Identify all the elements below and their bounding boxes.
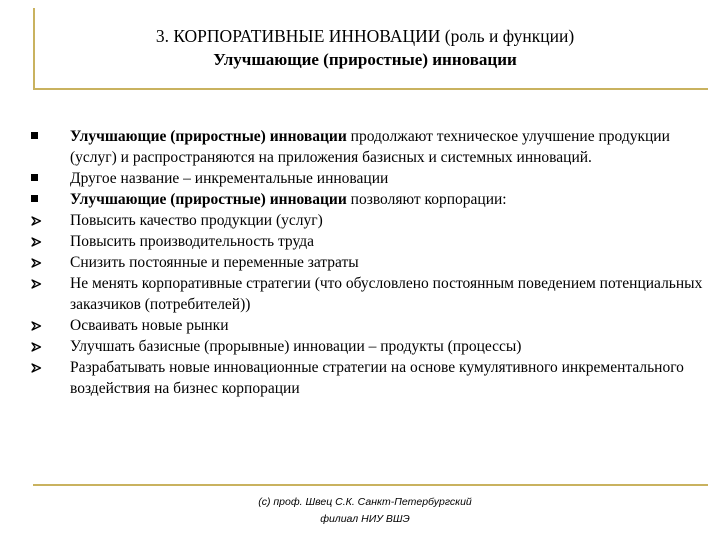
square-bullet-icon bbox=[30, 189, 46, 210]
bullet-text: позволяют корпорации: bbox=[346, 191, 507, 208]
bullet-item bbox=[30, 357, 710, 399]
footer-divider bbox=[33, 484, 708, 486]
footer-line-1: (с) проф. Швец С.К. Санкт-Петербургский bbox=[258, 496, 472, 508]
decor-vertical-line bbox=[33, 8, 35, 90]
bullet-list bbox=[30, 126, 710, 399]
title-line-1: 3. КОРПОРАТИВНЫЕ ИННОВАЦИИ (роль и функции) bbox=[155, 26, 575, 46]
title-line-2: Улучшающие (приростные) инновации bbox=[213, 50, 517, 69]
bullet-text: Разрабатывать новые инновационные стратегии на основе кумулятивного инкрементального воздействия на бизнес корпорации bbox=[70, 359, 684, 397]
bullet-item bbox=[30, 168, 710, 189]
square-bullet-icon bbox=[30, 126, 46, 147]
bullet-item bbox=[30, 252, 710, 273]
arrow-bullet-icon bbox=[30, 315, 46, 336]
bullet-bold-text: Улучшающие (приростные) инновации bbox=[70, 128, 347, 145]
arrow-bullet-icon bbox=[30, 210, 46, 231]
bullet-item bbox=[30, 273, 710, 315]
bullet-item bbox=[30, 231, 710, 252]
slide-title bbox=[40, 24, 690, 72]
bullet-item bbox=[30, 126, 710, 168]
bullet-text: Повысить производительность труда bbox=[70, 233, 315, 250]
bullet-bold-text: Улучшающие (приростные) инновации bbox=[70, 191, 347, 208]
arrow-bullet-icon bbox=[30, 336, 46, 357]
bullet-item bbox=[30, 189, 710, 210]
title-divider bbox=[33, 88, 708, 90]
bullet-text: Осваивать новые рынки bbox=[70, 317, 229, 334]
bullet-item bbox=[30, 336, 710, 357]
bullet-item bbox=[30, 210, 710, 231]
bullet-text: продолжают техническое улучшение продукции (услуг) и распространяются на приложения базисных и системных инноваций. bbox=[70, 128, 670, 166]
footer-credit bbox=[200, 494, 530, 528]
bullet-text: Улучшать базисные (прорывные) инновации – продукты (процессы) bbox=[70, 338, 522, 355]
arrow-bullet-icon bbox=[30, 231, 46, 252]
arrow-bullet-icon bbox=[30, 273, 46, 294]
bullet-text: Повысить качество продукции (услуг) bbox=[70, 212, 323, 229]
square-bullet-icon bbox=[30, 168, 46, 189]
bullet-item bbox=[30, 315, 710, 336]
footer-line-2: филиал НИУ ВШЭ bbox=[320, 513, 410, 525]
bullet-text: Снизить постоянные и переменные затраты bbox=[70, 254, 359, 271]
arrow-bullet-icon bbox=[30, 252, 46, 273]
bullet-text: Другое название – инкрементальные инновации bbox=[70, 170, 389, 187]
bullet-text: Не менять корпоративные стратегии (что обусловлено постоянным поведением потенциальных заказчиков (потребителей)) bbox=[70, 275, 703, 313]
arrow-bullet-icon bbox=[30, 357, 46, 378]
